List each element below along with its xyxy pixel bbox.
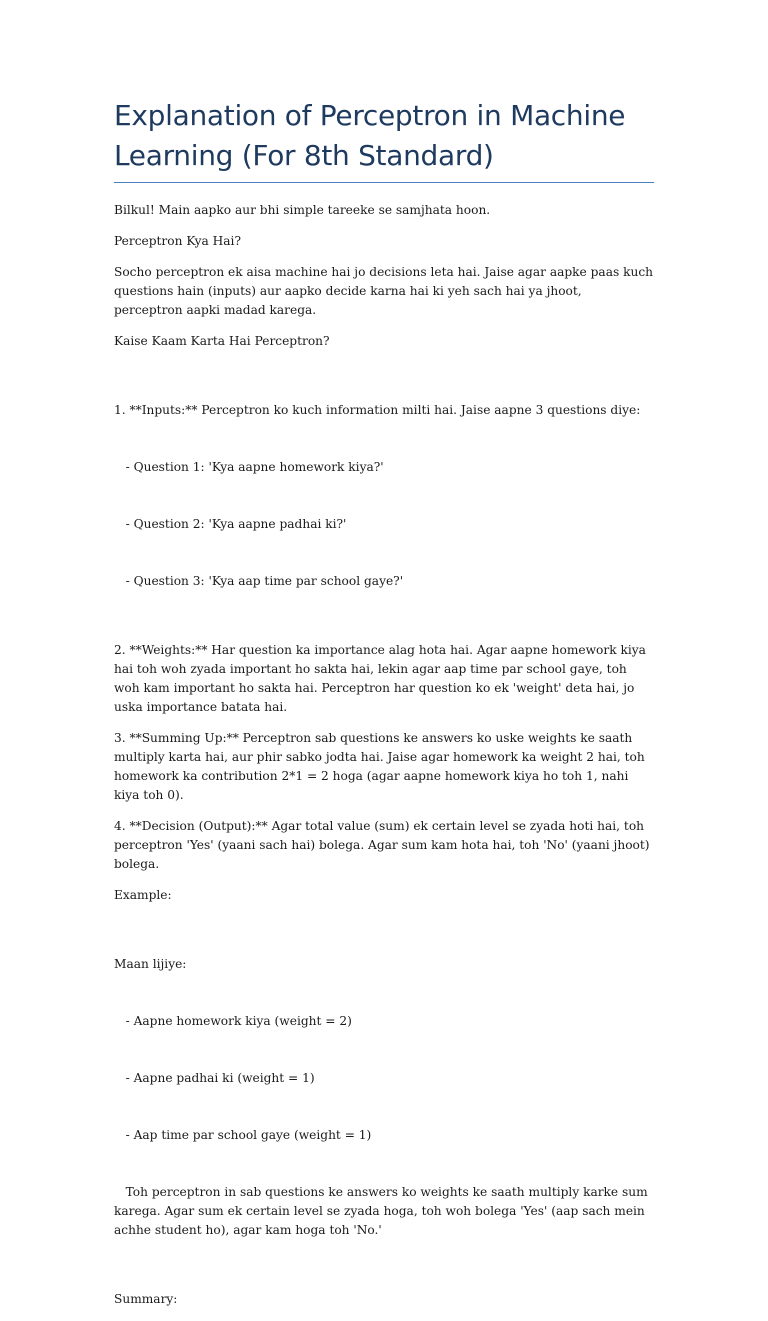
title-underline <box>114 182 654 183</box>
weights-paragraph: 2. **Weights:** Har question ka importance alag hota hai. Agar aapne homework kiya hai toh woh zyada important ho sakta hai, lekin agar aap time par school gaye, toh woh kam important ho sakta hai. Perceptron har question ko ek 'weight' deta hai, jo uska importance batata hai. <box>114 643 650 714</box>
example-item-3: - Aap time par school gaye (weight = 1) <box>114 1128 372 1142</box>
document-title <box>114 96 654 182</box>
example-heading: Example: <box>114 888 172 902</box>
what-paragraph: Socho perceptron ek aisa machine hai jo decisions leta hai. Jaise agar aapke paas kuch questions hain (inputs) aur aapko decide karna hai ki yeh sach hai ya jhoot, perceptron aapki madad karega. <box>114 265 657 317</box>
summing-paragraph: 3. **Summing Up:** Perceptron sab questions ke answers ko uske weights ke saath multiply karta hai, aur phir sabko jodta hai. Jaise agar homework ka weight 2 hai, toh homework ka contribution 2*1 = 2 hoga (agar aapne homework kiya ho toh 1, nahi kiya toh 0). <box>114 731 649 802</box>
title-line-1: Explanation of Perceptron in Machine <box>114 99 626 132</box>
document-body <box>114 201 657 1309</box>
example-lead: Maan lijiye: <box>114 957 187 971</box>
example-item-2: - Aapne padhai ki (weight = 1) <box>114 1071 315 1085</box>
inputs-question-3: - Question 3: 'Kya aap time par school gaye?' <box>114 574 404 588</box>
inputs-lead: 1. **Inputs:** Perceptron ko kuch information milti hai. Jaise aapne 3 questions diye: <box>114 403 641 417</box>
example-block <box>114 917 654 1278</box>
document-page <box>114 96 657 1321</box>
summary-heading: Summary: <box>114 1292 178 1306</box>
intro-paragraph: Bilkul! Main aapko aur bhi simple tareeke se samjhata hoon. <box>114 203 491 217</box>
inputs-question-1: - Question 1: 'Kya aapne homework kiya?' <box>114 460 384 474</box>
section-heading-what: Perceptron Kya Hai? <box>114 234 241 248</box>
inputs-block <box>114 363 654 629</box>
example-conclusion: Toh perceptron in sab questions ke answers ko weights ke saath multiply karke sum karega. Agar sum ek certain level se zyada hoga, toh woh bolega 'Yes' (aap sach mein achhe student ho), agar kam hoga toh 'No.' <box>114 1185 652 1237</box>
section-heading-how: Kaise Kaam Karta Hai Perceptron? <box>114 334 330 348</box>
title-line-2: Learning (For 8th Standard) <box>114 139 494 172</box>
inputs-question-2: - Question 2: 'Kya aapne padhai ki?' <box>114 517 347 531</box>
example-item-1: - Aapne homework kiya (weight = 2) <box>114 1014 352 1028</box>
decision-paragraph: 4. **Decision (Output):** Agar total value (sum) ek certain level se zyada hoti hai, toh perceptron 'Yes' (yaani sach hai) bolega. Agar sum kam hota hai, toh 'No' (yaani jhoot) bolega. <box>114 819 654 871</box>
